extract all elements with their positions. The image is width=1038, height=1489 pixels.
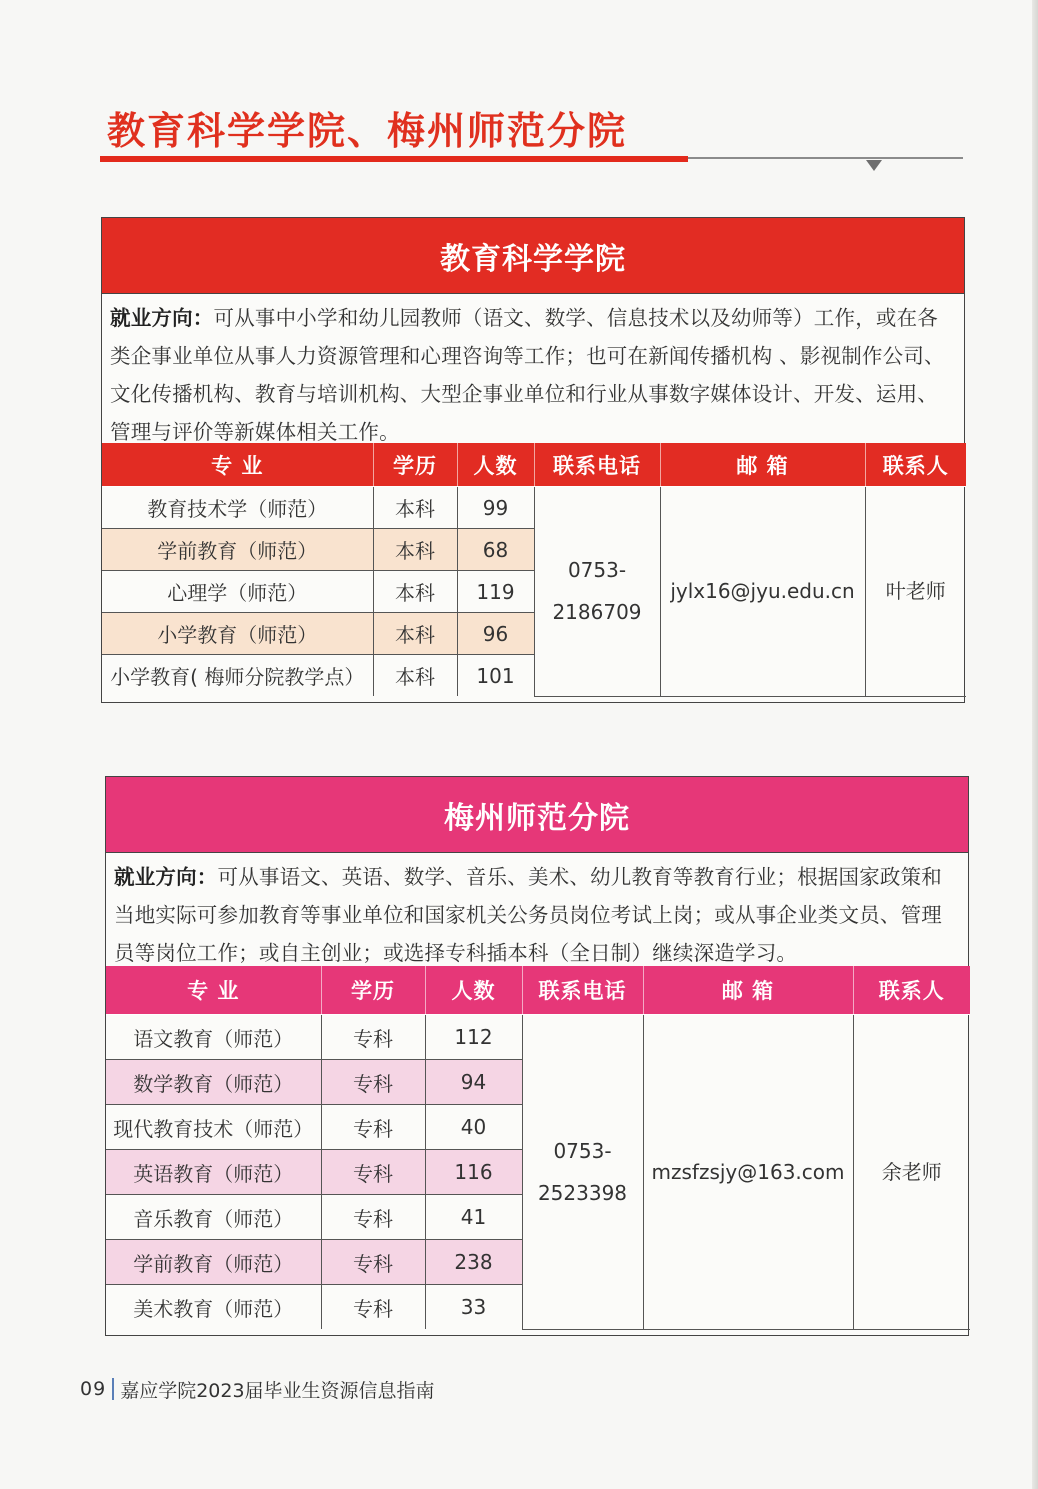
degree-cell: 专科 <box>321 1285 425 1330</box>
count-cell: 238 <box>425 1240 522 1285</box>
phone-line-2: 2186709 <box>552 600 642 625</box>
employment-label: 就业方向： <box>110 306 214 330</box>
count-cell: 112 <box>425 1015 522 1060</box>
page-number: 09 <box>80 1378 114 1400</box>
section-title: 梅州师范分院 <box>106 777 968 853</box>
header-contact: 联系人 <box>853 966 970 1015</box>
major-cell: 小学教育( 梅师分院教学点） <box>102 655 373 697</box>
degree-cell: 专科 <box>321 1150 425 1195</box>
employment-direction <box>102 294 964 443</box>
table-row <box>106 1015 970 1060</box>
count-cell: 41 <box>425 1195 522 1240</box>
major-cell: 现代教育技术（师范） <box>106 1105 321 1150</box>
section-education-science <box>101 217 965 703</box>
degree-cell: 专科 <box>321 1060 425 1105</box>
phone-line-1: 0753- <box>567 558 627 583</box>
contact-cell: 余老师 <box>853 1015 970 1330</box>
header-major: 专 业 <box>102 443 373 487</box>
page-edge <box>1032 0 1038 1489</box>
header-count: 人数 <box>425 966 522 1015</box>
title-rule <box>688 157 963 159</box>
header-count: 人数 <box>457 443 534 487</box>
contact-cell: 叶老师 <box>865 487 966 697</box>
degree-cell: 本科 <box>373 655 457 697</box>
count-cell: 96 <box>457 613 534 655</box>
email-cell: jylx16@jyu.edu.cn <box>660 487 865 697</box>
employment-text: 可从事语文、英语、数学、音乐、美术、幼儿教育等教育行业；根据国家政策和当地实际可参加教育等事业单位和国家机关公务员岗位考试上岗；或从事企业类文员、管理员等岗位工作；或自主创业；或选择专科插本科（全日制）继续深造学习。 <box>114 865 942 965</box>
header-email: 邮 箱 <box>660 443 865 487</box>
count-cell: 119 <box>457 571 534 613</box>
header-major: 专 业 <box>106 966 321 1015</box>
header-degree: 学历 <box>373 443 457 487</box>
degree-cell: 专科 <box>321 1195 425 1240</box>
phone-cell <box>522 1015 643 1330</box>
degree-cell: 专科 <box>321 1015 425 1060</box>
count-cell: 68 <box>457 529 534 571</box>
page-footer <box>80 1372 435 1406</box>
count-cell: 94 <box>425 1060 522 1105</box>
degree-cell: 本科 <box>373 613 457 655</box>
header-contact: 联系人 <box>865 443 966 487</box>
major-cell: 美术教育（师范） <box>106 1285 321 1330</box>
degree-cell: 本科 <box>373 529 457 571</box>
count-cell: 40 <box>425 1105 522 1150</box>
major-cell: 教育技术学（师范） <box>102 487 373 529</box>
degree-cell: 本科 <box>373 571 457 613</box>
major-cell: 语文教育（师范） <box>106 1015 321 1060</box>
major-cell: 音乐教育（师范） <box>106 1195 321 1240</box>
employment-label: 就业方向： <box>114 865 218 889</box>
count-cell: 99 <box>457 487 534 529</box>
degree-cell: 专科 <box>321 1240 425 1285</box>
employment-text: 可从事中小学和幼儿园教师（语文、数学、信息技术以及幼师等）工作，或在各类企事业单位从事人力资源管理和心理咨询等工作；也可在新闻传播机构 、影视制作公司、文化传播机构、教育与培训机构、大型企事业单位和行业从事数字媒体设计、开发、运用、管理与评价等新媒体相关工作。 <box>110 306 945 444</box>
table-header-row <box>106 966 970 1015</box>
employment-direction <box>106 853 968 966</box>
count-cell: 116 <box>425 1150 522 1195</box>
phone-line-1: 0753- <box>553 1138 612 1163</box>
section-meizhou-normal <box>105 776 969 1336</box>
header-phone: 联系电话 <box>522 966 643 1015</box>
majors-table <box>106 966 970 1330</box>
major-cell: 学前教育（师范） <box>106 1240 321 1285</box>
degree-cell: 专科 <box>321 1105 425 1150</box>
degree-cell: 本科 <box>373 487 457 529</box>
email-cell: mzsfzsjy@163.com <box>643 1015 853 1330</box>
table-row <box>102 487 966 529</box>
major-cell: 学前教育（师范） <box>102 529 373 571</box>
title-underline <box>100 156 688 162</box>
major-cell: 数学教育（师范） <box>106 1060 321 1105</box>
footer-text: 嘉应学院2023届毕业生资源信息指南 <box>120 1379 435 1402</box>
phone-line-2: 2523398 <box>537 1180 628 1205</box>
count-cell: 101 <box>457 655 534 697</box>
major-cell: 心理学（师范） <box>102 571 373 613</box>
page-title: 教育科学学院、梅州师范分院 <box>107 108 628 153</box>
table-header-row <box>102 443 966 487</box>
count-cell: 33 <box>425 1285 522 1330</box>
header-email: 邮 箱 <box>643 966 853 1015</box>
title-triangle-marker <box>866 160 882 171</box>
header-phone: 联系电话 <box>534 443 660 487</box>
major-cell: 小学教育（师范） <box>102 613 373 655</box>
phone-cell <box>534 487 660 697</box>
majors-table <box>102 443 966 697</box>
section-title: 教育科学学院 <box>102 218 964 294</box>
major-cell: 英语教育（师范） <box>106 1150 321 1195</box>
header-degree: 学历 <box>321 966 425 1015</box>
